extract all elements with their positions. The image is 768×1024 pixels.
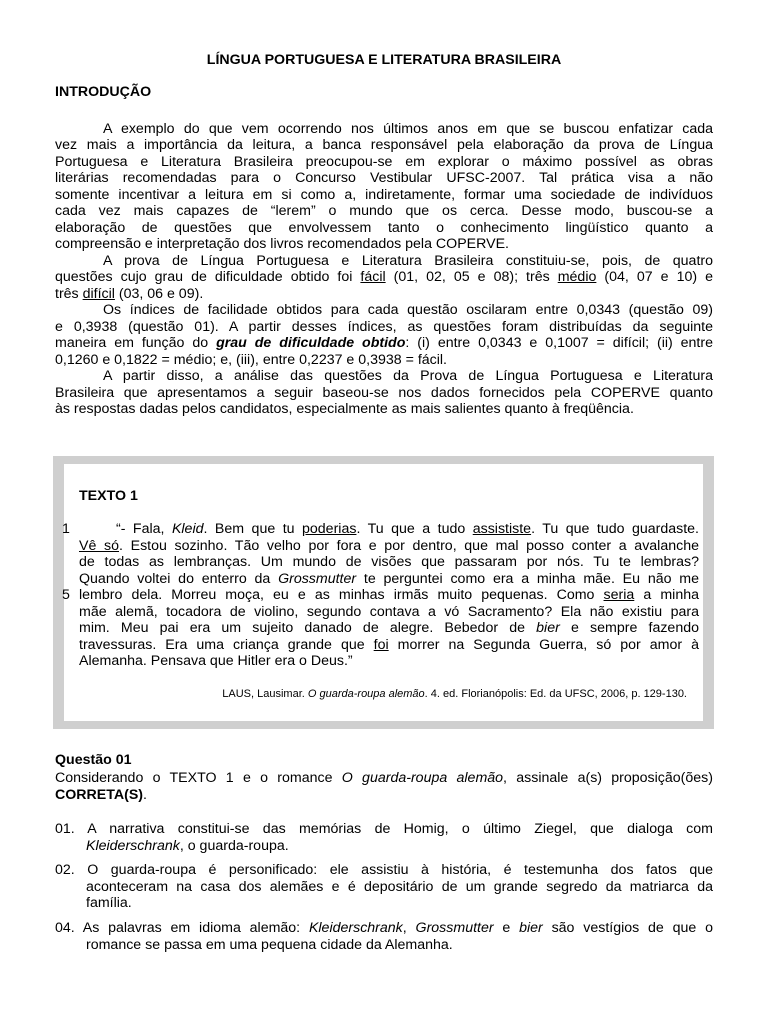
line-number: 1 xyxy=(62,521,70,537)
text-line: compreensão e interpretação dos livros recomendados pela COPERVE. xyxy=(55,236,509,252)
italic-word: Kleid xyxy=(171,521,204,537)
texto-1-inner xyxy=(64,464,703,721)
text-span: maneira em função do xyxy=(55,335,217,351)
texto-1-heading: TEXTO 1 xyxy=(79,488,138,504)
intro-heading: INTRODUÇÃO xyxy=(55,84,152,100)
text-line: 0,1260 e 0,1822 = médio; e, (iii), entre 0,2237 e 0,3938 = fácil. xyxy=(55,352,447,368)
text-span: travessuras. Era uma criança grande que xyxy=(79,637,374,653)
text-line xyxy=(79,637,699,653)
text-line: literárias recomendadas para o Concurso Vestibular UFSC-2007. Tal prática visa a não xyxy=(55,170,713,186)
text-line: somente incentivar a leitura em si como a, indiretamente, formar uma sociedade de indivíduos xyxy=(55,187,713,203)
text-span: são vestígios de que o xyxy=(542,920,713,936)
text-span: três xyxy=(55,286,83,302)
text-span: , assinale a(s) proposição(ões) xyxy=(503,770,714,786)
text-span: . 4. ed. Florianópolis: Ed. da UFSC, 2006, p. 129-130. xyxy=(424,688,687,700)
text-span: mim. Meu pai era um sujeito danado de alegre. Bebedor de xyxy=(79,620,537,636)
underlined-word: assististe xyxy=(472,521,532,537)
emphasis-text: grau de dificuldade obtido xyxy=(216,335,406,351)
emphasis-text: CORRETA(S) xyxy=(55,787,144,803)
italic-word: bier xyxy=(519,920,543,936)
text-line: às respostas dadas pelos candidatos, especialmente as mais salientes quanto à freqüência. xyxy=(55,401,634,417)
text-line xyxy=(116,521,699,537)
text-span: , xyxy=(402,920,416,936)
text-span: “- Fala, xyxy=(116,521,172,537)
text-line: mãe alemã, tocadora de violino, segundo contava a vó Sacramento? Ela não existiu para xyxy=(79,604,699,620)
text-line: família. xyxy=(86,895,132,911)
text-line: 02. O guarda-roupa é personificado: ele assistiu à história, é testemunha dos fatos que xyxy=(55,862,713,878)
text-span: 04. As palavras em idioma alemão: xyxy=(55,920,309,936)
text-line: Alemanha. Pensava que Hitler era o Deus.” xyxy=(79,653,353,669)
underlined-word: fácil xyxy=(360,269,386,285)
text-line: e 0,3938 (questão 01). A partir desses índices, as questões foram distribuídas da seguinte xyxy=(55,319,713,335)
text-span: . Tu que a tudo xyxy=(356,521,473,537)
text-span: . Tu que tudo guardaste. xyxy=(531,521,699,537)
text-span: morrer na Segunda Guerra, só por amor à xyxy=(388,637,699,653)
text-line: A partir disso, a análise das questões da Prova de Língua Portuguesa e Literatura xyxy=(103,368,713,384)
question-statement xyxy=(55,787,147,803)
underlined-word: difícil xyxy=(82,286,115,302)
text-line: vez mais a importância da leitura, a banca responsável pela elaboração da prova de Língua xyxy=(55,137,713,153)
italic-word: Kleiderschrank xyxy=(86,838,180,854)
question-statement xyxy=(55,770,713,786)
page-title: LÍNGUA PORTUGUESA E LITERATURA BRASILEIRA xyxy=(206,52,562,68)
text-span: e sempre fazendo xyxy=(559,620,699,636)
text-span: lembro dela. Morreu moça, eu e as minhas irmãs muito pequenas. Como xyxy=(79,587,604,603)
text-span: questões cujo grau de dificuldade obtido foi xyxy=(55,269,361,285)
italic-word: Grossmutter xyxy=(278,571,357,587)
text-span: Quando voltei do enterro da xyxy=(79,571,279,587)
italic-word: Kleiderschrank xyxy=(308,920,403,936)
text-line: A prova de Língua Portuguesa e Literatura Brasileira constituiu-se, pois, de quatro xyxy=(103,253,713,269)
text-span: a minha xyxy=(634,587,699,603)
text-line xyxy=(55,269,713,285)
text-line: Portuguesa e Literatura Brasileira preocupou-se em explorar o máximo possível as obras xyxy=(55,154,713,170)
texto-1-box xyxy=(53,456,714,729)
text-line: cada vez mais capazes de “lerem” o mundo que os cerca. Desse modo, buscou-se a xyxy=(55,203,713,219)
underlined-word: seria xyxy=(603,587,635,603)
text-span: : (i) entre 0,0343 e 0,1007 = difícil; (ii) entre xyxy=(405,335,713,351)
text-line: 01. A narrativa constitui-se das memórias de Homig, o último Ziegel, que dialoga com xyxy=(55,821,713,837)
text-span: . xyxy=(143,787,147,803)
text-line xyxy=(79,571,699,587)
text-span: e xyxy=(493,920,520,936)
text-line xyxy=(86,838,289,854)
text-line: romance se passa em uma pequena cidade da Alemanha. xyxy=(86,937,453,953)
underlined-word: Vê só xyxy=(79,538,119,554)
text-span: (04, 07 e 10) e xyxy=(596,269,713,285)
text-line xyxy=(55,286,203,302)
text-span: (01, 02, 05 e 08); três xyxy=(385,269,558,285)
italic-word: Grossmutter xyxy=(415,920,494,936)
text-line xyxy=(79,538,699,554)
underlined-word: foi xyxy=(373,637,389,653)
text-span: . Estou sozinho. Tão velho por fora e por dentro, que mal posso conter a avalanche xyxy=(119,538,699,554)
italic-word: bier xyxy=(536,620,560,636)
text-line: Brasileira que apresentamos a seguir baseou-se nos dados fornecidos pela COPERVE quanto xyxy=(55,385,713,401)
citation xyxy=(222,688,687,700)
text-line xyxy=(55,920,713,936)
underlined-word: poderias xyxy=(302,521,357,537)
text-span: LAUS, Lausimar. xyxy=(222,688,308,700)
italic-title: O guarda-roupa alemão xyxy=(307,688,425,700)
question-heading: Questão 01 xyxy=(55,752,132,768)
text-span: , o guarda-roupa. xyxy=(179,838,289,854)
text-line xyxy=(79,620,699,636)
text-span: Considerando o TEXTO 1 e o romance xyxy=(55,770,342,786)
text-line xyxy=(79,587,699,603)
text-span: (03, 06 e 09). xyxy=(114,286,204,302)
text-line: Os índices de facilidade obtidos para cada questão oscilaram entre 0,0343 (questão 09) xyxy=(103,302,713,318)
text-span: te perguntei como era a minha mãe. Eu não me xyxy=(356,571,699,587)
text-line: elaboração de questões que envolvessem tanto o conhecimento lingüístico quanto a xyxy=(55,220,713,236)
text-line xyxy=(55,335,713,351)
text-line: A exemplo do que vem ocorrendo nos últimos anos em que se buscou enfatizar cada xyxy=(103,121,713,137)
text-line: de todas as lembranças. Um mundo de visões que passaram por nós. Tu te lembras? xyxy=(79,554,699,570)
line-number: 5 xyxy=(62,587,70,603)
underlined-word: médio xyxy=(557,269,597,285)
text-line: aconteceram na casa dos alemães e é depositário de um grande segredo da matriarca da xyxy=(86,879,713,895)
italic-title: O guarda-roupa alemão xyxy=(341,770,504,786)
text-span: . Bem que tu xyxy=(203,521,303,537)
